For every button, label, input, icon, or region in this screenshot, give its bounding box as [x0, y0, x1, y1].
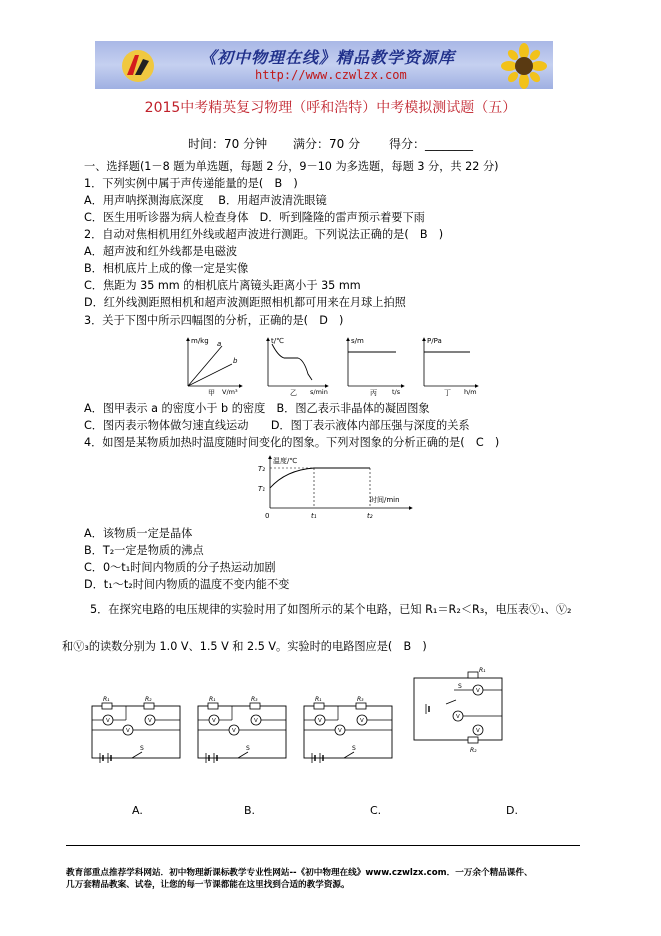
- option-a-label: A.: [132, 804, 143, 817]
- resistor-r1: [314, 703, 324, 709]
- banner-title: 《初中物理在线》精品教学资源库: [200, 48, 456, 67]
- sunflower-icon: [499, 43, 549, 89]
- label-r3: R₃: [251, 696, 258, 703]
- question-4: 4．如图是某物质加热时温度随时间变化的图象。下列对图象的分析正确的是( C ): [84, 436, 500, 449]
- line-a: [188, 346, 222, 386]
- switch-s: [344, 752, 354, 758]
- label-v: V: [106, 718, 110, 724]
- q2-option-b: B．相机底片上成的像一定是实像: [84, 262, 249, 275]
- exam-score-blank: 得分：________: [389, 137, 474, 151]
- label-v: V: [476, 728, 480, 734]
- q2-option-d: D．红外线测距照相机和超声波测距照相机都可用来在月球上拍照: [84, 296, 406, 309]
- resistor-r1: [102, 703, 112, 709]
- question-5-cont: 和Ⓥ₃的读数分别为 1.0 V、1.5 V 和 2.5 V。实验时的电路图应是( B ): [62, 640, 427, 653]
- q4-option-a: A．该物质一定是晶体: [84, 527, 193, 540]
- ding-xlabel: h/m: [464, 388, 477, 396]
- label-v: V: [212, 718, 216, 724]
- resistor-r3: [250, 703, 260, 709]
- question-2: 2．自动对焦相机用红外线或超声波进行测距。下列说法正确的是( B ): [84, 228, 444, 241]
- label-v: V: [456, 714, 460, 720]
- jia-label-b: b: [233, 357, 238, 365]
- label-s: S: [246, 745, 250, 752]
- resistor-r1: [208, 703, 218, 709]
- label-r1: R₁: [315, 696, 322, 703]
- q4-option-c: C．0～t₁时间内物质的分子热运动加剧: [84, 561, 276, 574]
- question-1: 1．下列实例中属于声传递能量的是( B ): [84, 177, 298, 190]
- section-heading: 一、选择题(1－8 题为单选题，每题 2 分，9－10 为多选题，每题 3 分，共 22 分): [84, 160, 499, 173]
- label-v: V: [360, 718, 364, 724]
- site-logo-icon: [121, 49, 155, 83]
- header-banner: [95, 41, 553, 89]
- footer-divider: [66, 845, 580, 846]
- label-r1: R₁: [479, 667, 486, 674]
- jia-ylabel: m/kg: [191, 337, 209, 345]
- q1-options-ab: A．用声呐探测海底深度 B．用超声波清洗眼镜: [84, 194, 327, 207]
- q2-option-c: C．焦距为 35 mm 的相机底片离镜头距离小于 35 mm: [84, 279, 361, 292]
- circuit-a: [86, 696, 186, 766]
- line-b: [188, 364, 232, 386]
- q4-curve: [270, 468, 370, 488]
- yi-xlabel: s/min: [310, 388, 328, 396]
- label-v: V: [232, 728, 236, 734]
- label-s: S: [140, 745, 144, 752]
- resistor-r2: [468, 737, 478, 743]
- switch-s: [238, 752, 248, 758]
- q4-T1: T₁: [258, 485, 266, 493]
- circuit-c: [298, 696, 398, 766]
- resistor-r3: [356, 703, 366, 709]
- switch-s: [132, 752, 142, 758]
- label-r3: R₃: [357, 696, 364, 703]
- ding-name: 丁: [444, 389, 451, 396]
- label-s: S: [352, 745, 356, 752]
- circuit-d: [408, 664, 508, 760]
- question-3: 3．关于下图中所示四幅图的分析，正确的是( D ): [84, 314, 344, 327]
- banner-url: http://www.czwlzx.com: [255, 68, 407, 82]
- q4-option-d: D．t₁～t₂时间内物质的温度不变内能不变: [84, 578, 290, 591]
- jia-name: 甲: [208, 389, 215, 396]
- bing-ylabel: s/m: [351, 337, 364, 345]
- label-v: V: [254, 718, 258, 724]
- q4-t1: t₁: [311, 512, 317, 520]
- exam-time: 时间：70 分钟: [188, 137, 268, 151]
- yi-ylabel: t/℃: [271, 337, 284, 345]
- footer-line-2: 几万套精品教案、试卷，让您的每一节课都能在这里找到合适的教学资源。: [66, 880, 350, 890]
- option-b-label: B.: [244, 804, 256, 817]
- jia-label-a: a: [217, 340, 222, 348]
- question-5: 5．在探究电路的电压规律的实验时用了如图所示的某个电路，已知 R₁＝R₂＜R₃，电压表Ⓥ₁、Ⓥ₂: [90, 603, 572, 616]
- q2-option-a: A．超声波和红外线都是电磁波: [84, 245, 238, 258]
- q4-ylabel: 温度/℃: [273, 457, 298, 465]
- q4-option-b: B．T₂一定是物质的沸点: [84, 544, 204, 557]
- label-v: V: [338, 728, 342, 734]
- label-v: V: [318, 718, 322, 724]
- graph-yi: [268, 337, 328, 396]
- q4-graph: [256, 452, 416, 522]
- label-v: V: [148, 718, 152, 724]
- yi-curve: [272, 344, 312, 380]
- circuit-b: [192, 696, 292, 766]
- q3-options-cd: C．图丙表示物体做匀速直线运动 D．图丁表示液体内部压强与深度的关系: [84, 419, 470, 432]
- label-r2: R₂: [145, 696, 152, 703]
- resistor-r2: [144, 703, 154, 709]
- switch-s: [446, 700, 456, 704]
- graph-bing: [348, 337, 404, 396]
- q4-origin: 0: [265, 512, 270, 520]
- graph-jia: [188, 337, 242, 396]
- resistor-r1: [468, 672, 478, 678]
- label-v: V: [476, 688, 480, 694]
- option-d-label: D.: [506, 804, 518, 817]
- footer-line-1: 教育部重点推荐学科网站．初中物理新课标教学专业性网站--《初中物理在线》www.czwlzx.com．一万余个精品课件、: [66, 868, 533, 878]
- exam-full-score: 满分：70 分: [293, 137, 361, 151]
- q4-T2: T₂: [258, 465, 266, 473]
- document-title: 2015中考精英复习物理（呼和浩特）中考模拟测试题（五）: [144, 100, 517, 116]
- option-c-label: C.: [370, 804, 382, 817]
- label-r1: R₁: [103, 696, 110, 703]
- label-r2: R₂: [470, 747, 477, 754]
- q4-xlabel: 时间/min: [370, 496, 400, 504]
- label-v: V: [126, 728, 130, 734]
- bing-xlabel: t/s: [392, 388, 401, 396]
- graph-ding: [424, 337, 478, 396]
- q1-options-cd: C．医生用听诊器为病人检查身体 D．听到隆隆的雷声预示着要下雨: [84, 211, 425, 224]
- ding-ylabel: P/Pa: [427, 337, 442, 345]
- q3-options-ab: A．图甲表示 a 的密度小于 b 的密度 B．图乙表示非晶体的凝固图象: [84, 402, 430, 415]
- q4-t2: t₂: [367, 512, 373, 520]
- bing-name: 丙: [370, 389, 377, 396]
- yi-name: 乙: [290, 389, 297, 396]
- label-s: S: [458, 683, 462, 690]
- jia-xlabel: V/m³: [222, 388, 238, 396]
- label-r1: R₁: [209, 696, 216, 703]
- q3-graphs: [180, 334, 480, 396]
